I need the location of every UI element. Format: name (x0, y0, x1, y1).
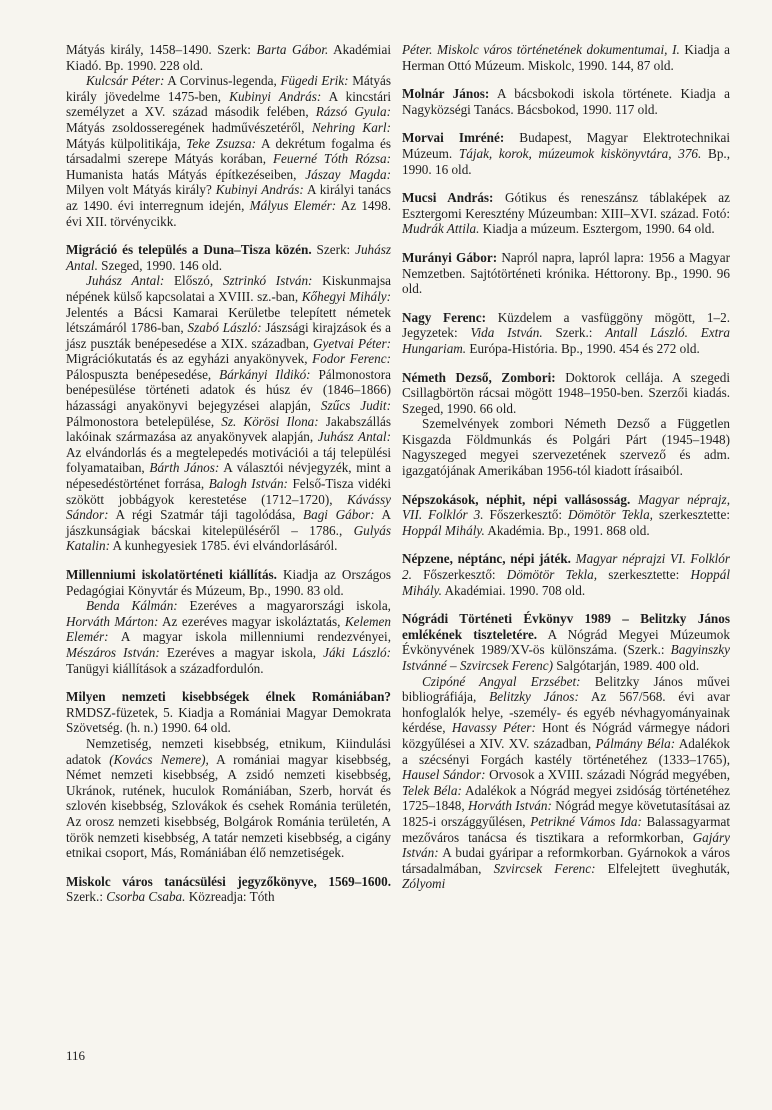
text-run: Szerk: (311, 242, 356, 258)
text-run: Hont és Nógrád vármegye nádori közgyűlései a XIV. XV. században, (402, 720, 730, 751)
italic-text: Mudrák Attila. (402, 221, 480, 237)
text-run: A kincstári személyzet a XV. század második felében, (66, 88, 392, 120)
text-run: A régi Szatmár táji tagolódása, (108, 507, 304, 523)
text-run: Mátyás külpolitikája, (66, 135, 187, 151)
bibliography-entry (402, 190, 730, 237)
italic-text: Balogh István: (208, 476, 288, 492)
text-run (630, 492, 638, 507)
italic-text: Gulyás Katalin: (66, 522, 391, 554)
text-run: Adalékok a szécsényi Forgách kastély történetéhez (1333–1765), (402, 735, 731, 767)
entry-title: Milyen nemzeti kisebbségek élnek Romániában? (66, 689, 391, 705)
italic-text: Havassy Péter: (451, 720, 536, 736)
text-run: Kiskunmajsa népének külső kapcsolatai a XVIII. sz.-ban, (66, 273, 391, 304)
italic-text: Czipóné Angyal Erzsébet: (422, 673, 581, 689)
italic-text: Bagi Gábor: (303, 507, 375, 523)
entry-title: Németh Dezső, Zombori: (402, 369, 556, 385)
text-run: A királyi tanács az 1490. évi interregnum idején, (66, 182, 391, 213)
entry-citation (402, 370, 730, 417)
text-run: Balassagyarmat mezőváros tanácsa és tisztikara a reformkorban, (402, 813, 730, 845)
text-run: Főszerkesztő: (483, 507, 568, 523)
bibliography-entry (66, 689, 391, 861)
italic-text: Juhász Antal. (66, 242, 391, 273)
italic-text: Juhász Antal: (317, 429, 391, 445)
entry-citation (402, 42, 730, 73)
text-run: Kiadja a Herman Ottó Múzeum. Miskolc, 1990. 144, 87 old. (402, 42, 730, 73)
text-run: Az ezeréves magyar iskoláztatás, (158, 613, 345, 629)
italic-text: Kubinyi András: (229, 88, 322, 104)
text-run: A romániai magyar kisebbség, Német nemzeti kisebbség, A zsidó nemzeti kisebbség, Ukránok, rutének, huculok Romániában, Szerb, horvát és szlovén kisebbség, Szlovákok és csehek Románia területén, Az orosz nemzeti kisebbség, Bolgárok Románia területén, A török nemzeti kisebbség, A tatár nemzeti kisebbség, a cigány etnikai csoport, Más, Romániában élő nemzetiségek. (66, 751, 391, 861)
italic-text: Dömötör Tekla, (506, 567, 598, 583)
italic-text: Kávássy Sándor: (66, 491, 391, 523)
italic-text: Benda Kálmán: (86, 598, 178, 614)
text-run: Adalékok a Nógrád megyei zsidóság történetéhez 1725–1848, (402, 782, 731, 814)
bibliography-entry (66, 42, 391, 229)
text-run: A jászkunságiak bácskai kitelepüléséről – 1786., (66, 507, 391, 538)
text-run: Szeged, 1990. 146 old. (97, 257, 223, 273)
italic-text: Telek Béla: (402, 782, 462, 798)
italic-text: Szvircsek Ferenc: (493, 860, 596, 876)
italic-text: Barta Gábor. (256, 42, 329, 57)
text-run: Nógrád megye követutasításai az 1825-i országgyűlésen, (402, 798, 731, 829)
text-run: Akadémiai. 1990. 708 old. (441, 582, 586, 598)
entry-contents (402, 674, 730, 892)
text-run: Főszerkesztő: (411, 567, 507, 583)
bibliography-entry (66, 242, 391, 554)
italic-text: Horváth István: (467, 798, 552, 814)
entry-citation (402, 551, 730, 598)
italic-text: Dömötör Tekla, (568, 507, 653, 523)
italic-text: Juhász Antal: (86, 273, 165, 289)
page-number: 116 (66, 1048, 86, 1063)
entry-title: Migráció és település a Duna–Tisza közén. (66, 242, 312, 258)
bibliography-entry (402, 551, 730, 598)
entry-citation (402, 130, 730, 177)
text-run: Migrációkutatás és az egyházi anyakönyvek, (66, 351, 313, 367)
entry-title: Népzene, néptánc, népi játék. (402, 551, 571, 567)
text-run: Mátyás király jövedelme 1475-ben, (66, 73, 392, 104)
italic-text: Bárkányi Ildikó: (219, 366, 311, 382)
entry-title: Mucsi András: (402, 190, 494, 206)
text-run: Jelentés a Bácsi Kamarai Kerületbe telepített németek létszámáról 1786-ban, (66, 304, 391, 336)
text-run: A kunhegyesiek 1785. évi elvándorlásáról. (109, 538, 338, 554)
text-run: Tanügyi kiállítások a századfordulón. (66, 660, 264, 676)
text-run: Belitzky János művei bibliográfiája, (402, 673, 730, 705)
entry-citation (66, 689, 391, 736)
entry-citation (66, 567, 391, 598)
text-run: Bp., 1990. 16 old. (402, 145, 731, 177)
text-run: A magyar iskola millenniumi rendezvényei, (108, 629, 391, 645)
left-column (66, 42, 391, 918)
italic-text: Rázsó Gyula: (315, 104, 391, 120)
text-run: Akadémiai Kiadó. Bp. 1990. 228 old. (66, 42, 391, 73)
italic-text: Szabó László: (187, 320, 262, 336)
entry-contents (66, 736, 391, 861)
text-run: Pálmonostora benépesülése történeti adatok és húsz év (1846–1866) házassági anyakönyvi bejegyzései alapján, (66, 366, 391, 414)
entry-contents (66, 73, 391, 229)
italic-text: Hausel Sándor: (402, 767, 486, 783)
italic-text: Mészáros István: (66, 644, 160, 660)
bibliography-entry (66, 874, 391, 905)
entry-citation (402, 611, 730, 673)
italic-text: Csorba Csaba. (106, 889, 186, 905)
text-run: Pálospuszta benépesedése, (66, 366, 220, 382)
text-run: Pálmonostora betelepülése, (66, 413, 222, 429)
entry-citation (402, 190, 730, 237)
text-run: Gótikus és reneszánsz táblaképek az Esztergomi Keresztény Múzeumban: XIII–XVI. század. Fotó: (402, 190, 730, 221)
text-run: Az 567/568. évi avar honfoglalók helye, -személy- és egyéb névhagyományainak kérdése, (402, 689, 730, 736)
italic-text: Antall László. Extra Hungariam. (402, 325, 731, 356)
entry-citation (66, 242, 391, 273)
text-run: A Nógrád Megyei Múzeumok Évkönyvének 1989/XV-ös különszáma. (Szerk.: (402, 626, 730, 658)
entry-title: Népszokások, néphit, népi vallásosság. (402, 491, 631, 507)
entry-citation (66, 42, 391, 73)
italic-text: Magyar néprajz, VII. Folklór 3. (402, 491, 730, 523)
bibliography-entry (402, 42, 730, 73)
text-run: Orvosok a XVIII. századi Nógrád megyében, (485, 767, 730, 783)
text-run: Az elvándorlás és a megtelepedés motivációi a táj települési folyamataiban, (66, 444, 391, 476)
text-run: Felső-Tisza vidéki szökött jobbágyok kerestetése (1712–1720), (66, 476, 392, 507)
bibliography-entry (402, 130, 730, 177)
text-run: Budapest, Magyar Elektrotechnikai Múzeum. (402, 130, 730, 161)
italic-text: Sz. Körösi Ilona: (221, 413, 319, 429)
text-run: Napról napra, lapról lapra: 1956 a Magyar Nemzetben. Sajtótörténeti krónika. Héttorony. Bp., 1990. 96 old. (402, 249, 730, 297)
text-run: Szerk.: (66, 889, 107, 905)
bibliography-entry (402, 310, 730, 357)
entry-contents (66, 598, 391, 676)
italic-text: Mályus Elemér: (249, 197, 337, 213)
italic-text: Kőhegyi Mihály: (301, 288, 391, 304)
italic-text: Kelemen Elemér: (66, 613, 391, 645)
text-run: Mátyás király, 1458–1490. Szerk: (66, 42, 257, 57)
text-run: Kiadja a múzeum. Esztergom, 1990. 64 old. (479, 221, 715, 237)
right-column (402, 42, 730, 905)
italic-text: Gajáry István: (402, 829, 730, 861)
italic-text: Bagyinszky Istvánné – Szvircsek Ferenc) (402, 642, 730, 673)
italic-text: Teke Zsuzsa: (186, 135, 256, 151)
entry-title: Nógrádi Történeti Évkönyv 1989 – Belitzky János emlékének tiszteletére. (402, 611, 730, 642)
entry-title: Miskolc város tanácsülési jegyzőkönyve, 1569–1600. (66, 873, 391, 889)
italic-text: Vida István. (470, 325, 543, 341)
italic-text: Jáki László: (323, 644, 392, 660)
text-run: A választói névjegyzék, mint a népesedéstörténet forrása, (66, 460, 391, 492)
entry-citation (402, 310, 730, 357)
text-run: Akadémia. Bp., 1991. 868 old. (484, 522, 650, 538)
entry-title: Molnár János: (402, 86, 490, 102)
entry-contents (66, 273, 391, 554)
italic-text: Zólyomi (402, 876, 446, 892)
entry-title: Millenniumi iskolatörténeti kiállítás. (66, 567, 277, 582)
text-run: Milyen volt Mátyás király? (66, 182, 216, 198)
italic-text: Fügedi Erik: (280, 73, 349, 89)
italic-text: Jászay Magda: (305, 166, 391, 182)
italic-text: Hoppál Mihály. (402, 567, 730, 598)
italic-text: (Kovács Nemere), (109, 751, 209, 767)
bibliography-entry (66, 567, 391, 676)
entry-citation (402, 86, 730, 117)
italic-text: Kulcsár Péter: (86, 73, 165, 89)
italic-text: Horváth Márton: (66, 613, 159, 629)
entry-contents (402, 416, 730, 478)
bibliography-entry (402, 370, 730, 479)
text-run: Jakabszállás lakóinak származása az anyakönyvek alapján, (66, 413, 391, 445)
italic-text: Szűcs Judit: (320, 398, 391, 414)
text-run: szerkesztette: (597, 567, 691, 583)
entry-citation (66, 874, 391, 905)
text-run: Európa-História. Bp., 1990. 454 és 272 old. (466, 340, 700, 356)
entry-title: Nagy Ferenc: (402, 309, 486, 325)
text-run: Jászsági kirajzások és a jász puszták benépesedése a XIX. században, (66, 320, 391, 351)
italic-text: Sztrinkó István: (222, 273, 313, 289)
italic-text: Bárth János: (149, 460, 220, 476)
italic-text: Fodor Ferenc: (312, 351, 391, 367)
italic-text: Magyar néprajzi VI. Folklór 2. (402, 551, 730, 583)
text-run: RMDSZ-füzetek, 5. Kiadja a Romániai Magyar Demokrata Szövetség. (h. n.) 1990. 64 old. (66, 704, 391, 736)
bibliography-entry (402, 86, 730, 117)
italic-text: Feuerné Tóth Rózsa: (273, 151, 391, 167)
text-run: Doktorok cellája. A szegedi Csillagbörtön rácsai mögött 1948–1950-ben. Szerzői kiadás. Szeged, 1990. 66 old. (402, 369, 730, 416)
text-run: Mátyás zsoldosseregének hadművészetéről, (66, 119, 312, 135)
text-run: A budai gyáripar a reformkorban. Gyárnokok a város társadalmában, (402, 845, 730, 876)
italic-text: Pálmány Béla: (595, 735, 676, 751)
text-run: Nemzetiség, nemzeti kisebbség, etnikum, Kiindulási adatok (66, 735, 391, 767)
text-run: A Corvinus-legenda, (164, 73, 281, 89)
text-run: Szerk.: (542, 325, 606, 341)
text-run: Ezeréves a magyar iskola, (159, 644, 324, 660)
text-run: Ezeréves a magyarországi iskola, (177, 598, 391, 614)
entry-title: Morvai Imréné: (402, 130, 505, 146)
italic-text: Petrikné Vámos Ida: (530, 813, 642, 829)
text-run: Küzdelem a vasfüggöny mögött, 1–2. Jegyzetek: (402, 309, 730, 341)
text-run: Elfelejtett üveghuták, (595, 860, 730, 876)
entry-citation (402, 250, 730, 297)
text-run: Szemelvények zombori Németh Dezső a Független Kisgazda Földmunkás és Polgári Párt (1945–1948) Nagyszeged megyei szervezetének szervező és adm. igazgatójának Amerikában 1956-tól kiadott írásaiból. (402, 416, 730, 479)
bibliography-entry (402, 611, 730, 892)
text-run: Közreadja: Tóth (185, 889, 275, 905)
italic-text: Gyetvai Péter: (312, 335, 391, 351)
italic-text: Kubinyi András: (215, 182, 304, 198)
italic-text: Nehring Karl: (311, 119, 391, 135)
text-run: Kiadja az Országos Pedagógiai Könyvtár és Múzeum, Bp., 1990. 83 old. (66, 567, 392, 598)
entry-citation (402, 492, 730, 539)
bibliography-entry (402, 492, 730, 539)
italic-text: Hoppál Mihály. (402, 522, 485, 538)
italic-text: Péter. Miskolc város történetének dokumentumai, I. (402, 42, 680, 57)
text-run: Az 1498. évi XII. törvénycikk. (66, 197, 392, 229)
text-run: Előszó, (164, 273, 223, 289)
text-run: szerkesztette: (652, 507, 730, 523)
bibliography-entry (402, 250, 730, 297)
text-run: A bácsbokodi iskola története. Kiadja a Nagyközségi Tanács. Bácsbokod, 1990. 117 old. (402, 86, 730, 117)
text-run: Salgótarján, 1989. 400 old. (552, 658, 700, 673)
entry-title: Murányi Gábor: (402, 249, 498, 265)
text-run: Humanista hatás Mátyás építkezéseiben, (66, 166, 306, 182)
text-run: A dekrétum fogalma és társadalmi szerepe Mátyás korában, (66, 135, 392, 167)
italic-text: Belitzky János: (489, 689, 579, 705)
italic-text: Tájak, korok, múzeumok kiskönyvtára, 376. (458, 145, 702, 161)
